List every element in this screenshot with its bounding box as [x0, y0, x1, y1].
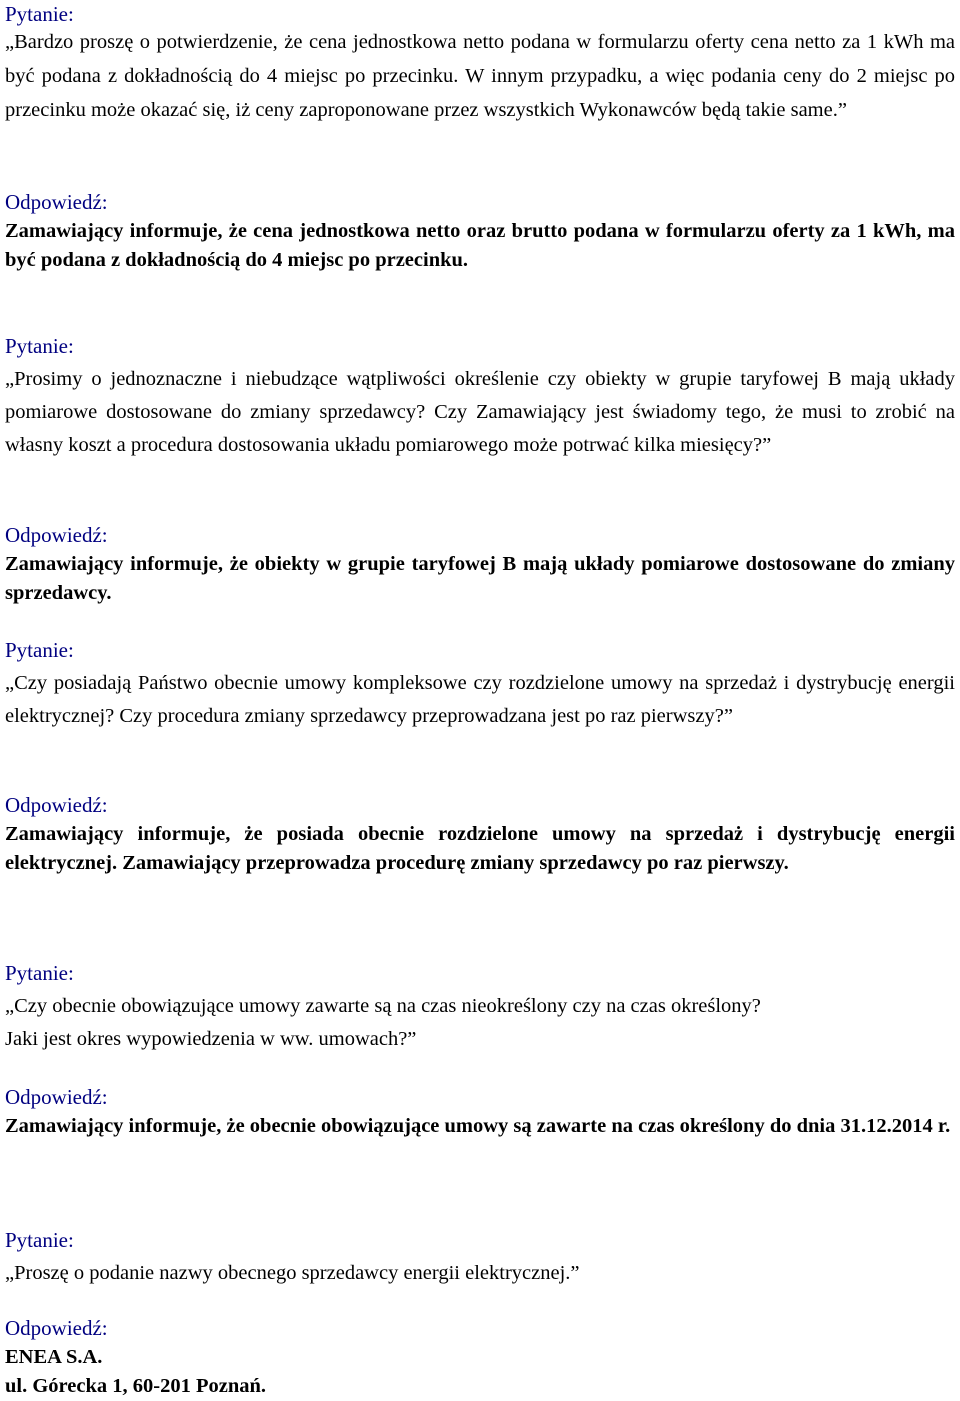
- answer-text: Zamawiający informuje, że posiada obecnie rozdzielone umowy na sprzedaż i dystrybucję energii elektrycznej. Zamawiający przeprowadza procedurę zmiany sprzedawcy po raz pierwszy.: [5, 823, 955, 874]
- qa-block-3: [5, 636, 955, 733]
- answer-text: Zamawiający informuje, że obiekty w grupie taryfowej B mają układy pomiarowe dostosowane do zmiany sprzedawcy.: [5, 553, 955, 604]
- answer-block-5: [5, 1314, 955, 1401]
- supplier-name: ENEA S.A.: [5, 1346, 103, 1368]
- answer-block-1: [5, 188, 955, 275]
- question-text-line-2: Jaki jest okres wypowiedzenia w ww. umowach?”: [5, 1028, 417, 1050]
- answer-label: Odpowiedź:: [5, 793, 108, 817]
- answer-label: Odpowiedź:: [5, 523, 108, 547]
- question-text: „Prosimy o jednoznaczne i niebudzące wątpliwości określenie czy obiekty w grupie taryfowej B mają układy pomiarowe dostosowane do zmiany sprzedawcy? Czy Zamawiający jest świadomy tego, że musi to zrobić na własny koszt a procedura dostosowania układu pomiarowego może potrwać kilka miesięcy?”: [5, 368, 955, 456]
- question-label: Pytanie:: [5, 1228, 74, 1252]
- qa-block-4: [5, 959, 960, 1056]
- question-label: Pytanie:: [5, 638, 74, 662]
- answer-label: Odpowiedź:: [5, 190, 108, 214]
- question-label: Pytanie:: [5, 2, 74, 26]
- answer-label: Odpowiedź:: [5, 1085, 108, 1109]
- qa-block-5: [5, 1226, 955, 1290]
- answer-text: Zamawiający informuje, że obecnie obowiązujące umowy są zawarte na czas określony do dnia 31.12.2014 r.: [5, 1115, 951, 1137]
- question-text: „Proszę o podanie nazwy obecnego sprzedawcy energii elektrycznej.”: [5, 1262, 580, 1284]
- question-label: Pytanie:: [5, 334, 74, 358]
- question-text: „Bardzo proszę o potwierdzenie, że cena jednostkowa netto podana w formularzu oferty cena netto za 1 kWh ma być podana z dokładnością do 4 miejsc po przecinku. W innym przypadku, a więc podania ceny do 2 miejsc po przecinku może okazać się, iż ceny zaproponowane przez wszystkich Wykonawców będą takie same.”: [5, 31, 955, 121]
- answer-block-4: [5, 1083, 955, 1141]
- question-text: „Czy posiadają Państwo obecnie umowy kompleksowe czy rozdzielone umowy na sprzedaż i dystrybucję energii elektrycznej? Czy procedura zmiany sprzedawcy przeprowadzana jest po raz pierwszy?”: [5, 672, 955, 727]
- supplier-address: ul. Górecka 1, 60-201 Poznań.: [5, 1375, 266, 1397]
- qa-block-1: [5, 0, 955, 127]
- answer-text: Zamawiający informuje, że cena jednostkowa netto oraz brutto podana w formularzu oferty za 1 kWh, ma być podana z dokładnością do 4 miejsc po przecinku.: [5, 220, 955, 271]
- question-label: Pytanie:: [5, 961, 74, 985]
- qa-block-2: [5, 332, 955, 462]
- question-text-line-1: „Czy obecnie obowiązujące umowy zawarte są na czas nieokreślony czy na czas określony?: [5, 995, 761, 1017]
- answer-block-3: [5, 791, 955, 878]
- answer-block-2: [5, 521, 955, 608]
- answer-label: Odpowiedź:: [5, 1316, 108, 1340]
